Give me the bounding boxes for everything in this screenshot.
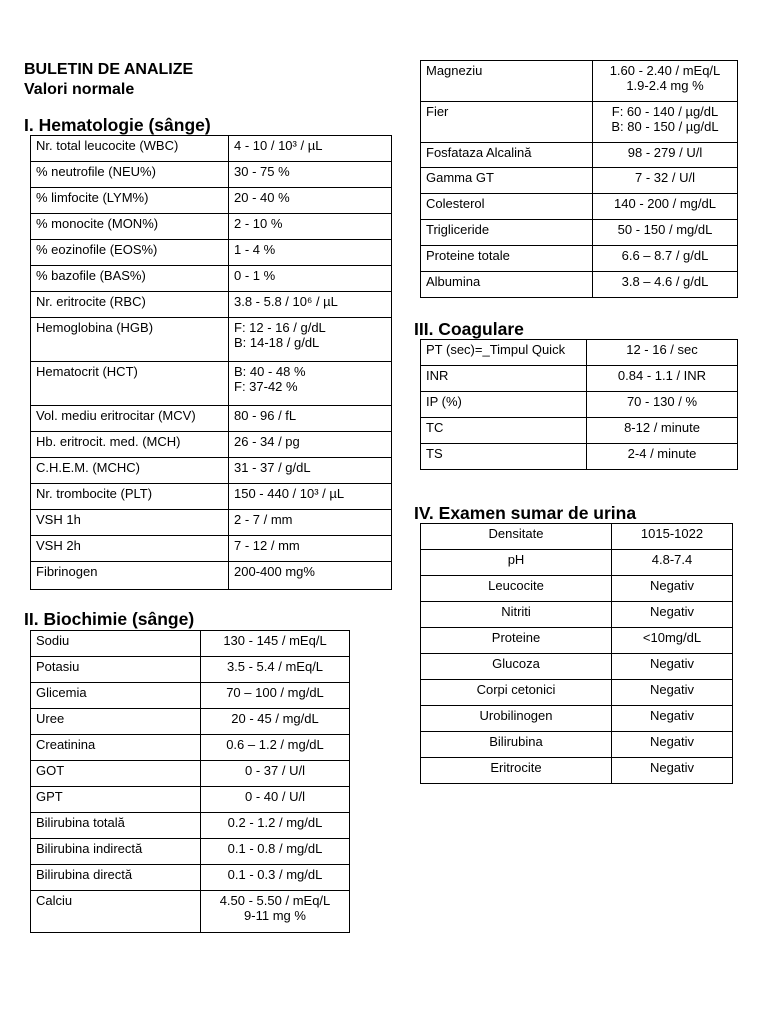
test-name: % limfocite (LYM%) (31, 188, 229, 214)
table-row (421, 392, 738, 418)
test-name: Hematocrit (HCT) (31, 362, 229, 406)
reference-value: 0.2 - 1.2 / mg/dL (201, 813, 350, 839)
table-row (421, 758, 733, 784)
test-name: Nr. total leucocite (WBC) (31, 136, 229, 162)
table-row (31, 536, 392, 562)
test-name: Fibrinogen (31, 562, 229, 590)
table-row (421, 524, 733, 550)
table-row (31, 891, 350, 933)
table-row (421, 194, 738, 220)
test-name: Creatinina (31, 735, 201, 761)
reference-value: Negativ (612, 654, 733, 680)
reference-value: 0.84 - 1.1 / INR (587, 366, 738, 392)
coagulation-table (420, 339, 738, 470)
table-row (31, 813, 350, 839)
reference-value: 12 - 16 / sec (587, 340, 738, 366)
biochemistry-continued-table (420, 60, 738, 298)
test-name: Colesterol (421, 194, 593, 220)
test-name: GOT (31, 761, 201, 787)
test-name: Urobilinogen (421, 706, 612, 732)
reference-value: 20 - 40 % (229, 188, 392, 214)
reference-value: F: 12 - 16 / g/dL B: 14-18 / g/dL (229, 318, 392, 362)
reference-value: 3.8 - 5.8 / 10⁶ / µL (229, 292, 392, 318)
reference-value: 1015-1022 (612, 524, 733, 550)
reference-value: 50 - 150 / mg/dL (593, 220, 738, 246)
table-row (31, 240, 392, 266)
table-row (421, 550, 733, 576)
test-name: Proteine (421, 628, 612, 654)
test-name: Fier (421, 102, 593, 143)
table-row (31, 631, 350, 657)
table-row (31, 709, 350, 735)
test-name: % bazofile (BAS%) (31, 266, 229, 292)
table-row (31, 136, 392, 162)
reference-value: 6.6 – 8.7 / g/dL (593, 246, 738, 272)
reference-value: 1.60 - 2.40 / mEq/L 1.9-2.4 mg % (593, 61, 738, 102)
test-name: Glucoza (421, 654, 612, 680)
test-name: Bilirubina (421, 732, 612, 758)
table-row (421, 340, 738, 366)
table-row (421, 628, 733, 654)
test-name: Glicemia (31, 683, 201, 709)
test-name: % monocite (MON%) (31, 214, 229, 240)
table-row (421, 366, 738, 392)
reference-value: Negativ (612, 758, 733, 784)
test-name: Gamma GT (421, 168, 593, 194)
table-row (421, 654, 733, 680)
reference-value: 8-12 / minute (587, 418, 738, 444)
test-name: TS (421, 444, 587, 470)
section-heading-hematology: I. Hematologie (sânge) (24, 115, 211, 135)
table-row (31, 362, 392, 406)
reference-value: Negativ (612, 706, 733, 732)
test-name: Eritrocite (421, 758, 612, 784)
test-name: Corpi cetonici (421, 680, 612, 706)
test-name: pH (421, 550, 612, 576)
test-name: Uree (31, 709, 201, 735)
test-name: Sodiu (31, 631, 201, 657)
reference-value: 0.6 – 1.2 / mg/dL (201, 735, 350, 761)
reference-value: 4 - 10 / 10³ / µL (229, 136, 392, 162)
reference-value: 7 - 32 / U/l (593, 168, 738, 194)
test-name: Hemoglobina (HGB) (31, 318, 229, 362)
reference-value: 2 - 10 % (229, 214, 392, 240)
reference-value: 70 – 100 / mg/dL (201, 683, 350, 709)
table-row (31, 292, 392, 318)
test-name: Magneziu (421, 61, 593, 102)
reference-value: Negativ (612, 602, 733, 628)
reference-value: 70 - 130 / % (587, 392, 738, 418)
table-row (31, 657, 350, 683)
table-row (421, 444, 738, 470)
reference-value: 20 - 45 / mg/dL (201, 709, 350, 735)
reference-value: 2-4 / minute (587, 444, 738, 470)
reference-value: 130 - 145 / mEq/L (201, 631, 350, 657)
section-heading-urine: IV. Examen sumar de urina (414, 503, 637, 523)
section-heading-biochemistry: II. Biochimie (sânge) (24, 609, 195, 629)
reference-value: Negativ (612, 680, 733, 706)
table-row (421, 272, 738, 298)
test-name: Potasiu (31, 657, 201, 683)
reference-value: 150 - 440 / 10³ / µL (229, 484, 392, 510)
table-row (31, 510, 392, 536)
reference-value: 26 - 34 / pg (229, 432, 392, 458)
table-row (31, 735, 350, 761)
reference-value: 98 - 279 / U/l (593, 143, 738, 168)
table-row (31, 761, 350, 787)
reference-value: B: 40 - 48 % F: 37-42 % (229, 362, 392, 406)
test-name: VSH 2h (31, 536, 229, 562)
table-row (421, 220, 738, 246)
test-name: Albumina (421, 272, 593, 298)
reference-value: 31 - 37 / g/dL (229, 458, 392, 484)
table-row (31, 484, 392, 510)
reference-value: 0.1 - 0.3 / mg/dL (201, 865, 350, 891)
reference-value: 80 - 96 / fL (229, 406, 392, 432)
reference-value: F: 60 - 140 / µg/dL B: 80 - 150 / µg/dL (593, 102, 738, 143)
reference-value: <10mg/dL (612, 628, 733, 654)
table-row (421, 143, 738, 168)
table-row (31, 266, 392, 292)
table-row (421, 732, 733, 758)
table-row (31, 458, 392, 484)
reference-value: 3.5 - 5.4 / mEq/L (201, 657, 350, 683)
test-name: VSH 1h (31, 510, 229, 536)
test-name: Nitriti (421, 602, 612, 628)
test-name: PT (sec)=_Timpul Quick (421, 340, 587, 366)
table-row (421, 706, 733, 732)
reference-value: 3.8 – 4.6 / g/dL (593, 272, 738, 298)
table-row (31, 683, 350, 709)
test-name: Leucocite (421, 576, 612, 602)
test-name: GPT (31, 787, 201, 813)
table-row (31, 162, 392, 188)
urine-table (420, 523, 733, 784)
reference-value: 0 - 37 / U/l (201, 761, 350, 787)
test-name: Bilirubina directă (31, 865, 201, 891)
table-row (31, 406, 392, 432)
table-row (421, 576, 733, 602)
document-header (24, 60, 193, 100)
test-name: Bilirubina indirectă (31, 839, 201, 865)
reference-value: 2 - 7 / mm (229, 510, 392, 536)
reference-value: Negativ (612, 576, 733, 602)
reference-value: 4.50 - 5.50 / mEq/L 9-11 mg % (201, 891, 350, 933)
test-name: Calciu (31, 891, 201, 933)
reference-value: 7 - 12 / mm (229, 536, 392, 562)
test-name: Hb. eritrocit. med. (MCH) (31, 432, 229, 458)
table-row (31, 188, 392, 214)
document-subtitle: Valori normale (24, 81, 135, 98)
table-row (31, 865, 350, 891)
reference-value: 30 - 75 % (229, 162, 392, 188)
table-row (421, 602, 733, 628)
table-row (421, 246, 738, 272)
test-name: C.H.E.M. (MCHC) (31, 458, 229, 484)
test-name: Densitate (421, 524, 612, 550)
test-name: TC (421, 418, 587, 444)
test-name: Trigliceride (421, 220, 593, 246)
reference-value: 1 - 4 % (229, 240, 392, 266)
test-name: INR (421, 366, 587, 392)
table-row (31, 839, 350, 865)
test-name: % eozinofile (EOS%) (31, 240, 229, 266)
table-row (421, 680, 733, 706)
table-row (31, 562, 392, 590)
test-name: Vol. mediu eritrocitar (MCV) (31, 406, 229, 432)
reference-value: 140 - 200 / mg/dL (593, 194, 738, 220)
table-row (421, 418, 738, 444)
test-name: IP (%) (421, 392, 587, 418)
reference-value: 0 - 1 % (229, 266, 392, 292)
reference-value: Negativ (612, 732, 733, 758)
test-name: Nr. trombocite (PLT) (31, 484, 229, 510)
table-row (31, 214, 392, 240)
test-name: % neutrofile (NEU%) (31, 162, 229, 188)
reference-value: 0 - 40 / U/l (201, 787, 350, 813)
table-row (31, 787, 350, 813)
test-name: Fosfataza Alcalină (421, 143, 593, 168)
hematology-table (30, 135, 392, 590)
table-row (31, 318, 392, 362)
reference-value: 4.8-7.4 (612, 550, 733, 576)
document-title: BULETIN DE ANALIZE (24, 61, 194, 78)
test-name: Bilirubina totală (31, 813, 201, 839)
test-name: Proteine totale (421, 246, 593, 272)
biochemistry-table (30, 630, 350, 933)
reference-value: 0.1 - 0.8 / mg/dL (201, 839, 350, 865)
table-row (421, 168, 738, 194)
reference-value: 200-400 mg% (229, 562, 392, 590)
table-row (31, 432, 392, 458)
section-heading-coagulation: III. Coagulare (414, 319, 524, 339)
test-name: Nr. eritrocite (RBC) (31, 292, 229, 318)
table-row (421, 102, 738, 143)
table-row (421, 61, 738, 102)
